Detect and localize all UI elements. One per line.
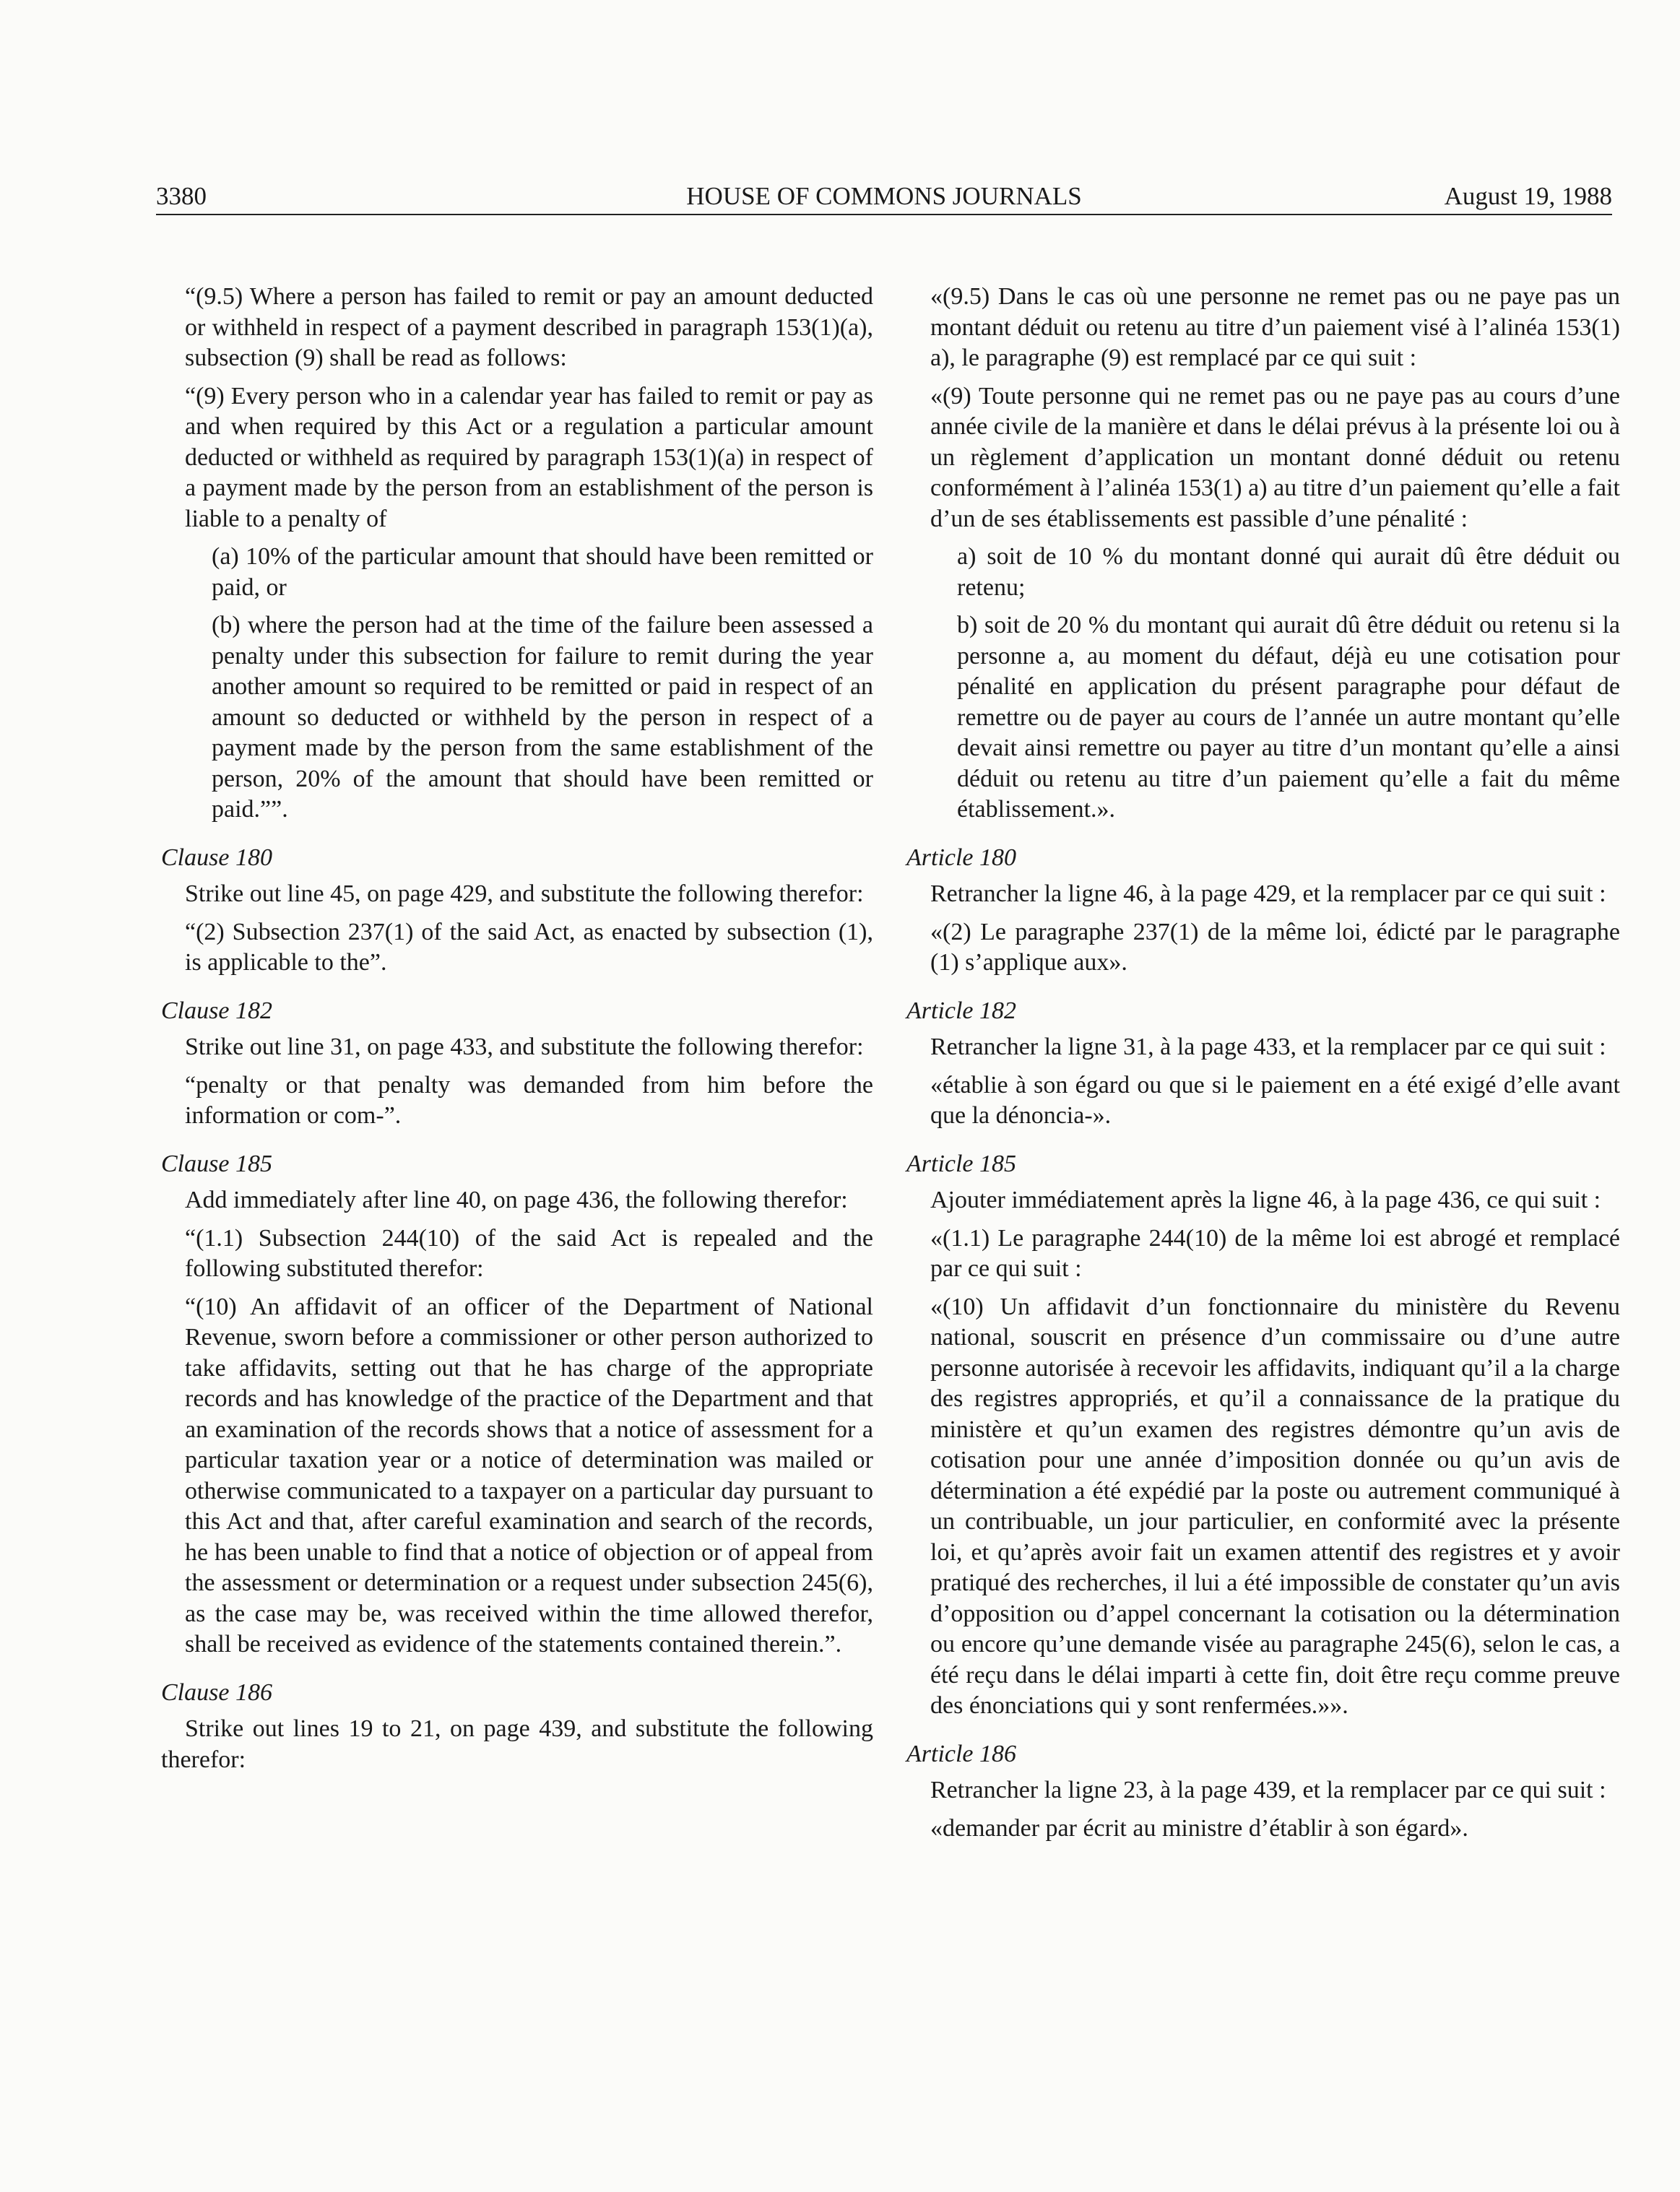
clause-heading: Article 182 [906, 997, 1017, 1024]
journal-date: August 19, 1988 [1444, 182, 1612, 210]
french-column [906, 282, 1620, 1851]
clause-heading: Clause 186 [161, 1678, 272, 1706]
amendment-paragraph: «(9.5) Dans le cas où une personne ne remet pas ou ne paye pas un montant déduit ou retenu au titre d’un paiement visé à l’alinéa 153(1) a), le paragraphe (9) est remplacé par ce qui suit : [930, 283, 1620, 371]
english-column [161, 282, 873, 1782]
amendment-paragraph: «(9) Toute personne qui ne remet pas ou ne paye pas au cours d’une année civile de la manière et dans le délai prévus à la présente loi ou à un règlement d’application un montant donné déduit ou retenu conformément à l’alinéa 153(1) a) au titre d’un paiement qu’elle a fait d’un de ses établissements est passible d’une pénalité : [930, 382, 1620, 532]
amendment-text: “(10) An affidavit of an officer of the Department of National Revenue, sworn before a commissioner or other person authorized to take affidavits, setting out that he has charge of the appropriate records and has knowledge of the practice of the Department and that an examination of the records shows that a notice of assessment for a particular taxation year or a notice of determination was mailed or otherwise communicated to a taxpayer on a particular day pursuant to this Act and that, after careful examination and search of the records, he has been unable to find that a notice of objection or of appeal from the assessment or determination or a request under subsection 245(6), as the case may be, was received within the time allowed therefor, shall be received as evidence of the statements contained therein.”. [185, 1293, 873, 1658]
amendment-subparagraph: (a) 10% of the particular amount that should have been remitted or paid, or [212, 543, 873, 601]
instruction: Retrancher la ligne 46, à la page 429, et la remplacer par ce qui suit : [930, 880, 1606, 907]
instruction: Retrancher la ligne 23, à la page 439, et la remplacer par ce qui suit : [930, 1777, 1606, 1803]
amendment-text: “(1.1) Subsection 244(10) of the said Act is repealed and the following substituted therefor: [185, 1224, 873, 1282]
amendment-paragraph: “(9) Every person who in a calendar year has failed to remit or pay as and when required by this Act or a regulation a particular amount deducted or withheld as required by paragraph 153(1)(a) in respect of a payment made by the person from an establishment of the person is liable to a penalty of [185, 382, 873, 532]
clause-heading: Clause 185 [161, 1150, 272, 1177]
amendment-text: “penalty or that penalty was demanded from him before the information or com-”. [185, 1071, 873, 1129]
clause-heading: Clause 180 [161, 844, 272, 871]
instruction: Add immediately after line 40, on page 436, the following therefor: [185, 1187, 848, 1213]
amendment-text: «demander par écrit au ministre d’établir à son égard». [930, 1814, 1468, 1842]
instruction: Ajouter immédiatement après la ligne 46, à la page 436, ce qui suit : [930, 1187, 1601, 1213]
clause-heading: Clause 182 [161, 997, 272, 1024]
clause-heading: Article 185 [906, 1150, 1017, 1177]
instruction: Strike out line 31, on page 433, and substitute the following therefor: [185, 1034, 864, 1060]
instruction: Strike out line 45, on page 429, and substitute the following therefor: [185, 880, 864, 907]
amendment-text: “(2) Subsection 237(1) of the said Act, as enacted by subsection (1), is applicable to the”. [185, 918, 873, 976]
amendment-subparagraph: b) soit de 20 % du montant qui aurait dû être déduit ou retenu si la personne a, au moment du défaut, déjà eu une cotisation pour pénalité en application du présent paragraphe pour défaut de remettre ou de payer au cours de l’année un autre montant qu’elle devait ainsi remettre ou payer au titre d’un montant qu’elle a ainsi déduit ou retenu au titre d’un paiement qu’elle a fait du même établissement.». [957, 612, 1620, 823]
clause-heading: Article 180 [906, 844, 1017, 871]
amendment-text: «établie à son égard ou que si le paiement en a été exigé d’elle avant que la dénoncia-». [930, 1071, 1620, 1129]
instruction: Retrancher la ligne 31, à la page 433, et la remplacer par ce qui suit : [930, 1034, 1606, 1060]
amendment-text: «(2) Le paragraphe 237(1) de la même loi, édicté par le paragraphe (1) s’applique aux». [930, 918, 1620, 976]
amendment-paragraph: “(9.5) Where a person has failed to remit or pay an amount deducted or withheld in respect of a payment described in paragraph 153(1)(a), subsection (9) shall be read as follows: [185, 283, 873, 371]
instruction: Strike out lines 19 to 21, on page 439, and substitute the following therefor: [161, 1715, 873, 1773]
amendment-subparagraph: (b) where the person had at the time of the failure been assessed a penalty under this subsection for failure to remit during the year another amount so required to be remitted or paid in respect of an amount so deducted or withheld by the person in respect of a payment made by the person from the same establishment of the person, 20% of the amount that should have been remitted or paid.””. [212, 612, 873, 823]
journal-title: HOUSE OF COMMONS JOURNALS [686, 182, 1082, 210]
amendment-text: «(10) Un affidavit d’un fonctionnaire du ministère du Revenu national, souscrit en présence d’un commissaire ou d’une autre personne autorisée à recevoir les affidavits, indiquant qu’il a la charge des registres appropriés, et qu’il a connaissance de la pratique du ministère et qu’un examen des registres démontre qu’un avis de cotisation pour une année d’imposition donnée ou qu’un avis de détermination a été expédié par la poste ou autrement communiqué à un contribuable, un jour particulier, en conformité avec la présente loi, et qu’après avoir fait un examen attentif des registres et y avoir pratiqué des recherches, il lui a été impossible de constater qu’un avis d’opposition ou d’appel concernant la cotisation ou la détermination ou encore qu’une demande visée au paragraphe 245(6), selon le cas, a été reçu dans le délai imparti à cette fin, doit être reçu comme preuve des énonciations qui y sont renfermées.»». [930, 1293, 1620, 1719]
page-number: 3380 [156, 182, 207, 210]
amendment-subparagraph: a) soit de 10 % du montant donné qui aurait dû être déduit ou retenu; [957, 543, 1620, 601]
running-head [156, 181, 1612, 215]
clause-heading: Article 186 [906, 1740, 1017, 1767]
amendment-text: «(1.1) Le paragraphe 244(10) de la même loi est abrogé et remplacé par ce qui suit : [930, 1224, 1620, 1282]
